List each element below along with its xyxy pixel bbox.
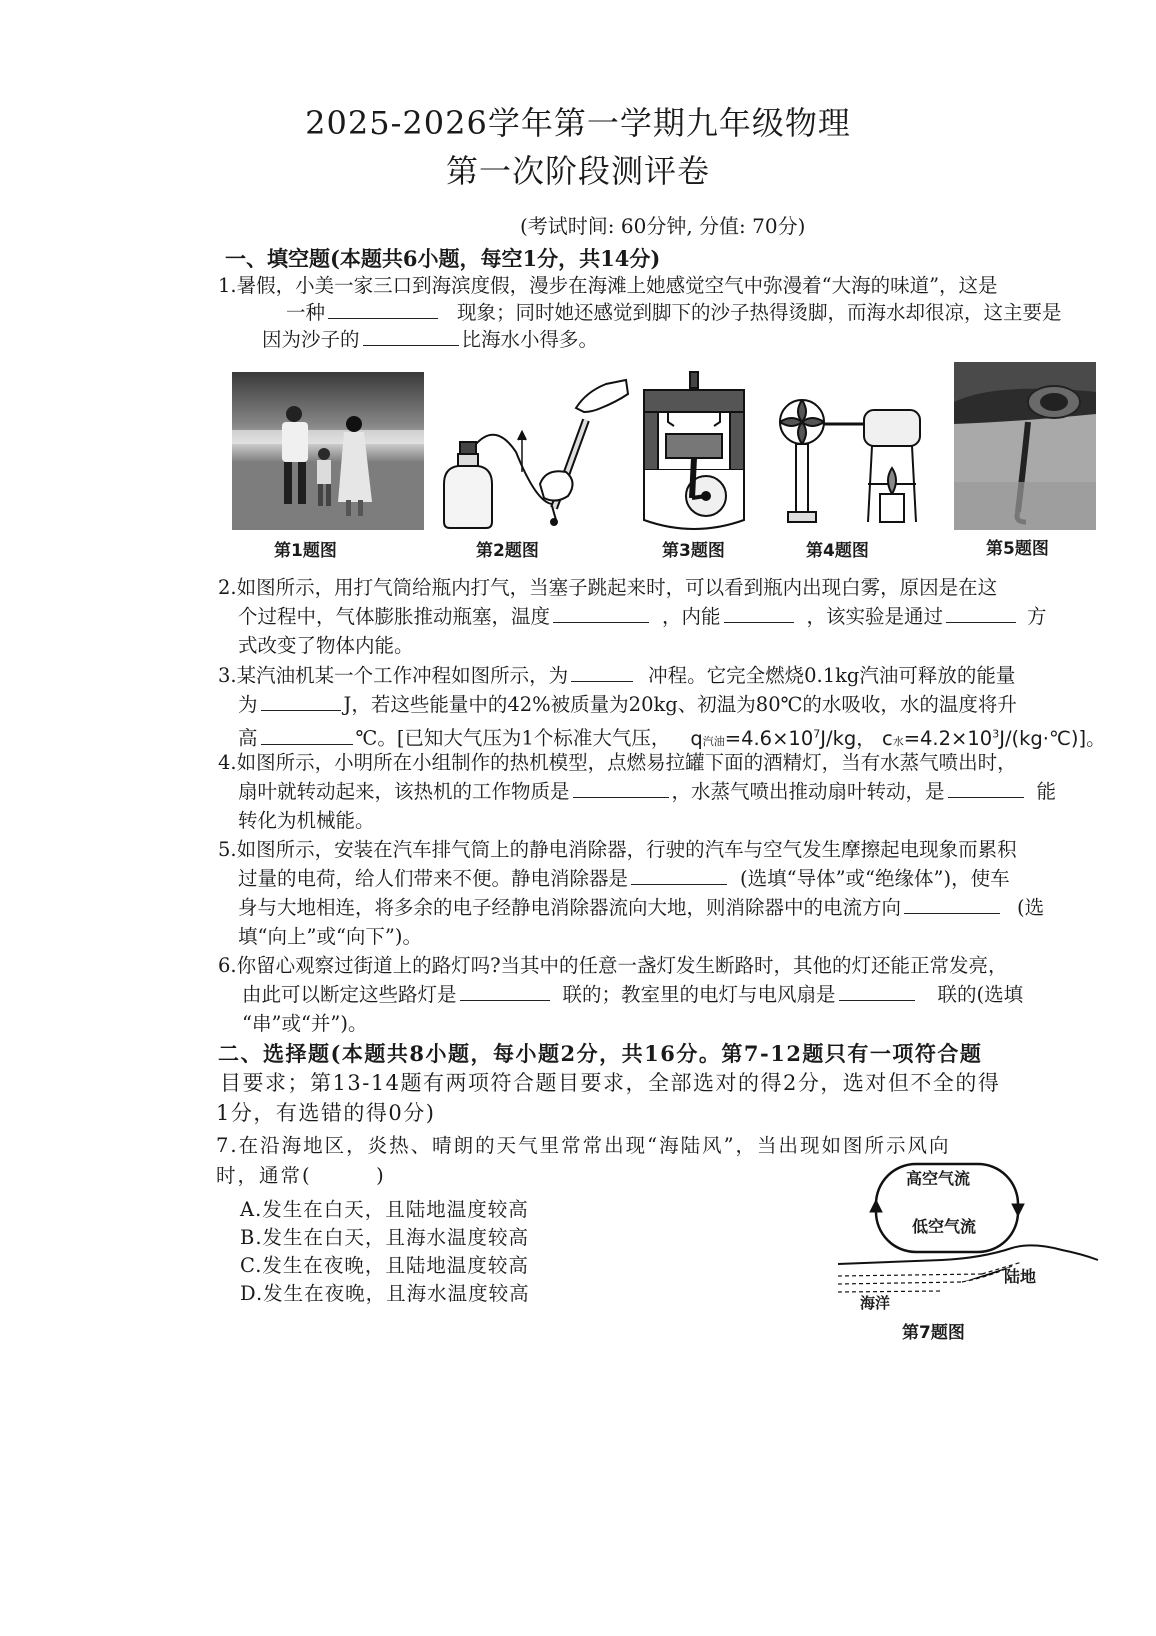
question-2-line-2: 个过程中，气体膨胀推动瓶塞，温度 ，内能 ，该实验是通过 方	[238, 605, 1047, 628]
question-4-line-3: 转化为机械能。	[238, 809, 375, 832]
beach-family-photo	[232, 372, 424, 530]
question-1-line-3: 因为沙子的 比海水小得多。	[262, 328, 599, 351]
question-3-line-1: 3.某汽油机某一个工作冲程如图所示，为 冲程。它完全燃烧0.1kg汽油可释放的能量	[218, 664, 1016, 687]
question-2-line-3: 式改变了物体内能。	[238, 634, 414, 657]
car-exhaust-static-eliminator-photo	[954, 362, 1096, 530]
question-3-line-2: 为 J，若这些能量中的42%被质量为20kg、初温为80℃的水吸收，水的温度将升	[238, 693, 1017, 716]
answer-blank[interactable]	[904, 912, 1000, 914]
choice-c[interactable]: C.发生在夜晚，且陆地温度较高	[240, 1254, 529, 1277]
engine-cylinder-diagram	[638, 370, 750, 534]
answer-blank[interactable]	[573, 796, 669, 798]
question-1-line-1: 1.暑假，小美一家三口到海滨度假，漫步在海滩上她感觉空气中弥漫着“大海的味道”，这是	[218, 274, 998, 297]
exam-subtitle: 第一次阶段测评卷	[445, 152, 710, 190]
choice-a[interactable]: A.发生在白天，且陆地温度较高	[240, 1198, 529, 1221]
question-6-line-1: 6.你留心观察过街道上的路灯吗?当其中的任意一盏灯发生断路时，其他的灯还能正常发亮，	[218, 954, 1008, 977]
answer-blank[interactable]	[839, 999, 915, 1001]
question-5-line-4: 填“向上”或“向下”)。	[238, 925, 422, 948]
exam-title: 2025-2026学年第一学期九年级物理	[305, 104, 851, 142]
question-7-line-2: 时，通常( )	[216, 1164, 386, 1187]
answer-blank[interactable]	[553, 621, 649, 623]
lower-airflow-label: 低空气流	[912, 1217, 977, 1236]
answer-blank[interactable]	[631, 883, 727, 885]
question-1-line-2: 一种 现象；同时她还感觉到脚下的沙子热得烫脚，而海水却很凉，这主要是	[286, 301, 1062, 324]
figure-4-caption: 第4题图	[806, 541, 869, 561]
answer-blank[interactable]	[571, 680, 633, 682]
answer-blank[interactable]	[460, 999, 550, 1001]
question-6-line-3: “串”或“并”)。	[242, 1012, 368, 1035]
question-6-line-2: 由此可以断定这些路灯是 联的；教室里的电灯与电风扇是 联的(选填	[242, 983, 1024, 1006]
exam-info: (考试时间: 60分钟, 分值: 70分)	[520, 214, 806, 238]
section-1-heading: 一、填空题(本题共6小题，每空1分，共14分)	[225, 246, 661, 271]
answer-blank[interactable]	[946, 621, 1016, 623]
figure-3-caption: 第3题图	[662, 541, 725, 561]
question-4-line-2: 扇叶就转动起来，该热机的工作物质是 ，水蒸气喷出推动扇叶转动，是 能	[238, 780, 1057, 803]
figure-2-caption: 第2题图	[476, 541, 539, 561]
answer-blank[interactable]	[948, 796, 1024, 798]
question-2-line-1: 2.如图所示，用打气筒给瓶内打气，当塞子跳起来时，可以看到瓶内出现白雾，原因是在这	[218, 576, 998, 599]
formula-text: q汽油$=4.6\times 10^7J/kg$， c水$=4.2\times 10^3J/(kg\cdot℃)$]。	[690, 726, 1106, 750]
question-4-line-1: 4.如图所示，小明所在小组制作的热机模型，点燃易拉罐下面的酒精灯，当有水蒸气喷出时，	[218, 751, 1017, 774]
section-2-heading-line-3: 1分，有选错的得0分)	[216, 1101, 436, 1125]
sea-label: 海洋	[860, 1294, 891, 1312]
answer-blank[interactable]	[328, 317, 438, 319]
choice-b[interactable]: B.发生在白天，且海水温度较高	[240, 1226, 530, 1249]
figure-7-caption: 第7题图	[902, 1323, 965, 1343]
answer-blank[interactable]	[261, 709, 341, 711]
question-5-line-1: 5.如图所示，安装在汽车排气筒上的静电消除器，行驶的汽车与空气发生摩擦起电现象而累积	[218, 838, 1017, 861]
answer-blank[interactable]	[261, 743, 353, 745]
answer-blank[interactable]	[363, 344, 459, 346]
answer-blank[interactable]	[724, 621, 794, 623]
choice-d[interactable]: D.发生在夜晚，且海水温度较高	[240, 1282, 530, 1305]
question-7-line-1: 7.在沿海地区，炎热、晴朗的天气里常常出现“海陆风”，当出现如图所示风向	[216, 1134, 951, 1157]
question-5-line-3: 身与大地相连，将多余的电子经静电消除器流向大地，则消除器中的电流方向 (选	[238, 896, 1045, 919]
heat-engine-model-diagram	[776, 384, 932, 534]
figure-1-caption: 第1题图	[274, 541, 337, 561]
bottle-air-pump-diagram	[436, 372, 632, 532]
figure-5-caption: 第5题图	[986, 539, 1049, 559]
land-label: 陆地	[1004, 1267, 1037, 1286]
section-2-heading-line-2: 目要求；第13-14题有两项符合题目要求，全部选对的得2分，选对但不全的得	[220, 1071, 1001, 1095]
section-2-heading-line-1: 二、选择题(本题共8小题，每小题2分，共16分。第7-12题只有一项符合题	[218, 1041, 983, 1066]
question-5-line-2: 过量的电荷，给人们带来不便。静电消除器是 (选填“导体”或“绝缘体”)，使车	[238, 867, 1010, 890]
upper-airflow-label: 高空气流	[906, 1169, 971, 1188]
question-3-line-3: 高 ℃。[已知大气压为1个标准大气压， q汽油$=4.6\times 10^7J/kg$， c水$=4.2\times 10^3J/(kg\cdot℃)$]。	[238, 726, 1106, 750]
